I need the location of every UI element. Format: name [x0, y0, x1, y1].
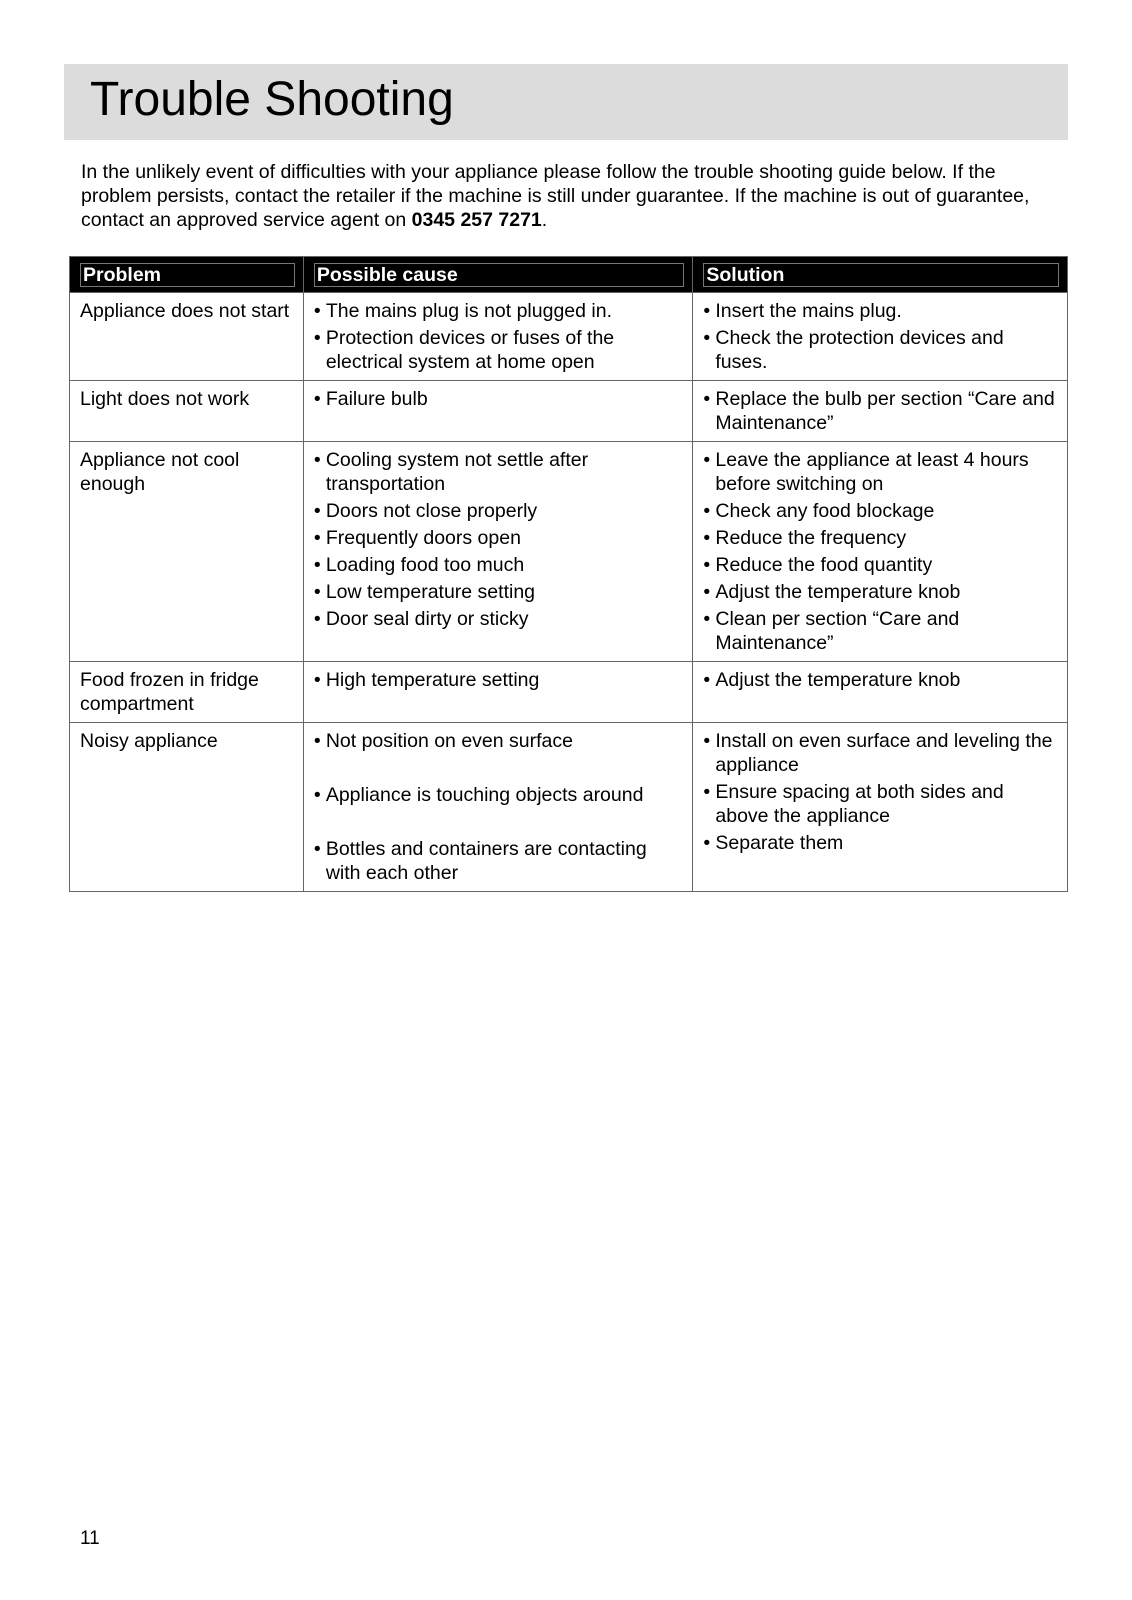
solution-item: • Clean per section “Care and Maintenance” [703, 607, 1059, 655]
title-bar [64, 64, 1068, 140]
header-problem: Problem [70, 257, 304, 293]
cause-cell [303, 662, 693, 723]
cause-item: • High temperature setting [314, 668, 685, 692]
table-row [70, 442, 1068, 662]
cause-cell [303, 442, 693, 662]
solution-item: • Install on even surface and leveling the appliance [703, 729, 1059, 777]
cause-cell [303, 723, 693, 892]
page-number: 11 [80, 1528, 100, 1549]
cause-cell [303, 381, 693, 442]
intro-paragraph [81, 160, 1051, 232]
solution-item: • Adjust the temperature knob [703, 668, 1059, 692]
intro-text: In the unlikely event of difficulties with your appliance please follow the trouble shooting guide below. If the problem persists, contact the retailer if the machine is still under guarantee. If the machine is out of guarantee, contact an approved service agent on [81, 161, 1030, 231]
solution-item: • Insert the mains plug. [703, 299, 1059, 323]
table-header-row [70, 257, 1068, 293]
cause-item: • Low temperature setting [314, 580, 685, 604]
intro-end: . [541, 209, 548, 231]
service-phone-number: 0345 257 7271 [411, 209, 542, 231]
table-row [70, 723, 1068, 892]
solution-item: • Ensure spacing at both sides and above the appliance [703, 780, 1059, 828]
header-possible-cause: Possible cause [303, 257, 693, 293]
cause-item: • Bottles and containers are contacting with each other [314, 837, 685, 885]
trouble-shooting-table [69, 256, 1068, 892]
cause-item: • Frequently doors open [314, 526, 685, 550]
problem-cell: Noisy appliance [70, 723, 304, 892]
cause-item: • Loading food too much [314, 553, 685, 577]
solution-cell [693, 723, 1068, 892]
cause-item: • Protection devices or fuses of the electrical system at home open [314, 326, 685, 374]
solution-cell [693, 293, 1068, 381]
problem-cell: Food frozen in fridge compartment [70, 662, 304, 723]
solution-item: • Check any food blockage [703, 499, 1059, 523]
cause-item: • Cooling system not settle after transportation [314, 448, 685, 496]
problem-cell: Light does not work [70, 381, 304, 442]
table-row [70, 381, 1068, 442]
solution-cell [693, 381, 1068, 442]
solution-item: • Leave the appliance at least 4 hours before switching on [703, 448, 1059, 496]
solution-item: • Replace the bulb per section “Care and Maintenance” [703, 387, 1059, 435]
cause-item: • Doors not close properly [314, 499, 685, 523]
solution-cell [693, 662, 1068, 723]
problem-cell: Appliance not cool enough [70, 442, 304, 662]
header-solution: Solution [693, 257, 1068, 293]
page-title: Trouble Shooting [90, 73, 454, 126]
solution-item: • Reduce the food quantity [703, 553, 1059, 577]
cause-cell [303, 293, 693, 381]
solution-item: • Check the protection devices and fuses. [703, 326, 1059, 374]
solution-item: • Adjust the temperature knob [703, 580, 1059, 604]
solution-cell [693, 442, 1068, 662]
cause-item: • Door seal dirty or sticky [314, 607, 685, 631]
problem-cell: Appliance does not start [70, 293, 304, 381]
table-row [70, 293, 1068, 381]
cause-item: • Failure bulb [314, 387, 685, 411]
cause-item: • Not position on even surface [314, 729, 685, 753]
solution-item: • Separate them [703, 831, 1059, 855]
cause-item: • The mains plug is not plugged in. [314, 299, 685, 323]
cause-item: • Appliance is touching objects around [314, 783, 685, 807]
table-row [70, 662, 1068, 723]
solution-item: • Reduce the frequency [703, 526, 1059, 550]
